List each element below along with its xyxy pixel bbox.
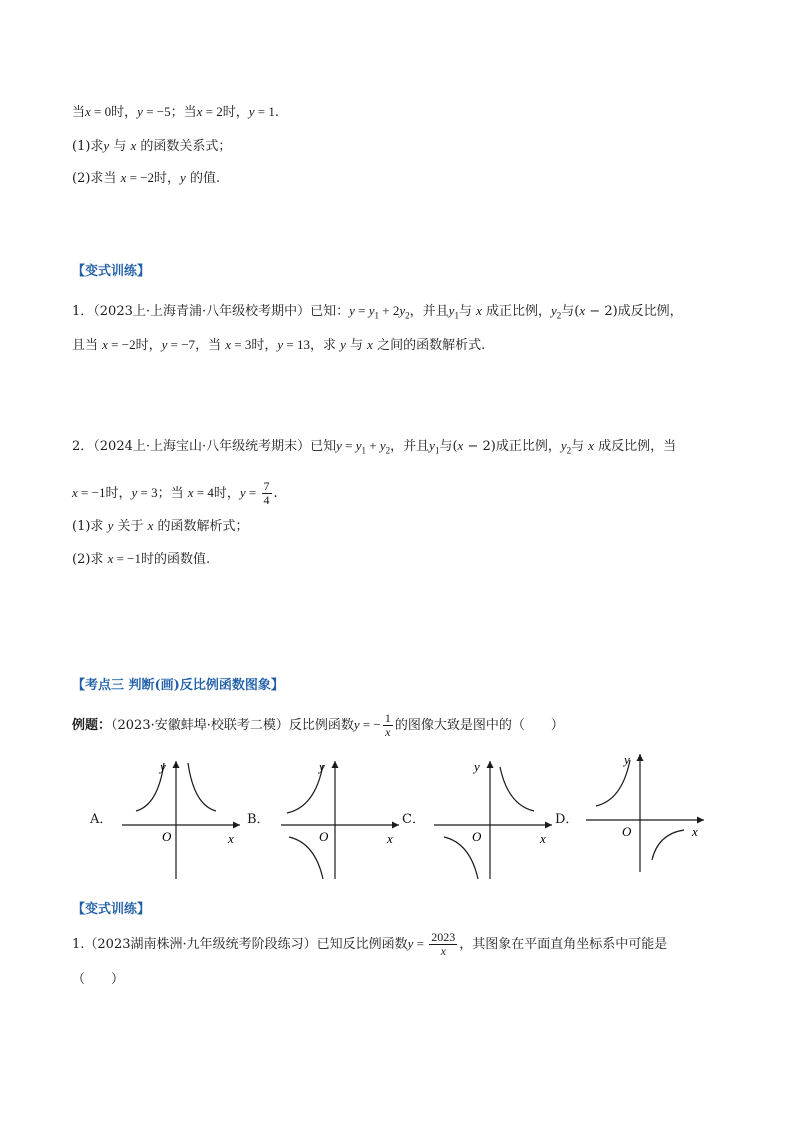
fraction-numerator: 1 [384,711,391,725]
math-var: y [368,303,375,318]
text: 时的函数值. [141,552,211,567]
math-var: x [367,337,373,352]
text: . [273,486,278,501]
math-var: y [336,438,342,453]
variant-question-1 [72,929,667,960]
text: 当 [72,105,86,120]
text: 时， [111,105,138,120]
math-var: y [407,936,414,951]
math-expr: = 13 [283,337,310,352]
text: 1．（2023上·上海青浦·八年级校考期中）已知： [72,304,350,319]
option-a-label[interactable]: A． [90,812,113,827]
fraction [383,712,393,739]
origin-label: O [472,829,482,844]
y-axis-label: y [319,759,325,774]
math-var: x [147,518,154,533]
math-expr: + 2 [379,303,400,318]
section-heading-variant-training: 【变式训练】 [72,264,151,279]
curve-quadrant-2 [287,765,323,813]
example-label: 例题： [72,718,112,733]
question-2-line-1 [72,436,676,461]
text: ，求 [309,338,341,353]
subscript: 2 [566,445,572,456]
origin-label: O [319,829,329,844]
math-var: x [72,485,78,500]
problem-condition-line [72,102,279,123]
math-var: y [180,170,186,185]
math-var: y [448,303,455,318]
question-2-line-2 [72,478,278,509]
origin-label: O [162,829,172,844]
text: 时， [213,486,240,501]
math-var: x [196,104,203,119]
math-var: y [161,337,168,352]
math-expr: = −2 [126,170,155,185]
text: 2．（2024上·上海宝山·八年级统考期末）已知 [72,439,337,454]
math-var: x [476,303,482,318]
math-expr: = 0 [90,104,112,119]
text: 时， [154,171,181,186]
text: ；当 [157,486,188,501]
curve-quadrant-1 [500,767,534,811]
option-d-label[interactable]: D． [555,812,579,827]
subscript: 1 [374,310,380,321]
text: （2023·安徽蚌埠·校联考二模）反比例函数 [111,718,354,733]
math-expr: = −7 [167,337,196,352]
question-2-sub-1 [72,516,249,537]
example-question [72,710,564,741]
math-var: x [588,438,595,453]
math-expr: = −2 [107,337,136,352]
math-var: y [107,518,114,533]
math-expr: = −5 [142,104,171,119]
math-var: y [349,303,355,318]
variant-question-1-answer-blank: （ ） [72,972,125,987]
text: 1.（2023湖南株洲·九年级统考阶段练习）已知反比例函数 [72,937,408,952]
y-axis-label: y [160,759,166,774]
text: 时， [222,105,249,120]
math-expr: = [341,438,356,453]
option-a-graph [118,755,246,883]
math-expr: = 4 [193,485,214,500]
curve-quadrant-3 [289,837,323,879]
text: 与 [571,439,589,454]
subscript: 1 [434,445,440,456]
text: ，其图象在平面直角坐标系中可能是 [459,937,668,952]
math-var: y [239,485,246,500]
fraction [262,480,272,507]
question-2-sub-2 [72,549,210,570]
text: 时， [105,486,132,501]
text: (1)求 [72,519,108,534]
math-var: x [120,170,127,185]
math-expr: = 1 [254,104,275,119]
text: 与( [439,439,458,454]
math-expr: = [413,936,428,951]
fraction-numerator: 2023 [431,930,456,944]
text: − 2)成正比例， [463,439,561,454]
math-var: x [457,438,464,453]
text: 之间的函数解析式. [372,338,486,353]
option-c-graph [430,755,558,883]
text: . [274,105,280,120]
text: ，并且 [409,304,449,319]
text: (2)求当 [72,171,121,186]
text: 时， [251,338,278,353]
text: 与 [458,304,477,319]
math-expr: = −1 [77,485,106,500]
math-var: y [103,138,110,153]
math-var: x [102,337,108,352]
x-axis-label: x [540,831,546,846]
math-expr: = 2 [202,104,223,119]
math-var: x [130,138,137,153]
math-var: y [248,104,255,119]
sub-question-1 [72,136,231,157]
question-1-line-1 [72,301,683,326]
math-var: y [353,717,360,732]
math-var: y [340,337,346,352]
text: 与 [345,338,368,353]
subscript: 2 [385,445,391,456]
math-var: y [551,303,557,318]
math-expr: = [354,303,369,318]
x-axis-label: x [228,831,234,846]
text: 的值. [185,171,221,186]
math-var: x [187,485,194,500]
fraction-denominator: x [385,725,391,739]
fraction-numerator: 7 [263,479,270,493]
curve-quadrant-1 [188,763,216,811]
option-c-label[interactable]: C． [402,812,425,827]
text: ，并且 [390,439,430,454]
math-var: y [560,438,567,453]
option-d-graph [582,748,710,878]
text: ；当 [170,105,197,120]
text: 且当 [72,338,103,353]
math-var: y [355,438,362,453]
math-var: x [225,337,231,352]
text: 的函数解析式； [153,519,249,534]
math-expr: = − [359,717,381,732]
text: 的函数关系式； [136,139,232,154]
math-var: x [579,303,586,318]
fraction-denominator: x [440,944,446,958]
sub-question-2 [72,168,220,189]
subscript: 1 [454,310,459,321]
fraction [429,931,457,958]
math-var: y [379,438,386,453]
math-expr: + [366,438,380,453]
math-var: y [131,485,138,500]
option-b-label[interactable]: B． [247,812,270,827]
section-heading-variant-training-2: 【变式训练】 [72,902,151,917]
math-var: x [107,551,114,566]
text: 与 [109,139,131,154]
text: − 2)成反比例， [585,304,683,319]
text: 成正比例， [481,304,552,319]
text: 成反比例，当 [594,439,677,454]
option-b-graph [277,755,405,883]
math-expr: = −1 [113,551,142,566]
text: 的图像大致是图中的（ ） [394,718,564,733]
text: ，当 [195,338,226,353]
question-1-line-2 [72,335,485,356]
math-expr: = 3 [230,337,252,352]
x-axis-label: x [387,831,393,846]
math-var: y [429,438,435,453]
y-axis-label: y [474,759,480,774]
math-var: y [399,303,406,318]
math-expr: = [245,485,260,500]
section-heading-kaodian-3: 【考点三 判断(画)反比例函数图象】 [72,678,284,693]
math-var: y [277,337,284,352]
subscript: 1 [361,445,367,456]
x-axis-label: x [692,824,698,839]
math-var: y [137,104,143,119]
subscript: 2 [405,310,410,321]
text: 与( [561,304,580,319]
math-expr: = 3 [137,485,158,500]
text: 关于 [113,519,148,534]
fraction-denominator: 4 [263,493,270,507]
subscript: 2 [556,310,562,321]
origin-label: O [622,824,632,839]
curve-quadrant-4 [652,830,684,860]
math-var: x [85,104,91,119]
text: (2)求 [72,552,108,567]
text: 时， [135,338,162,353]
text: (1)求 [72,139,104,154]
y-axis-label: y [624,752,630,767]
